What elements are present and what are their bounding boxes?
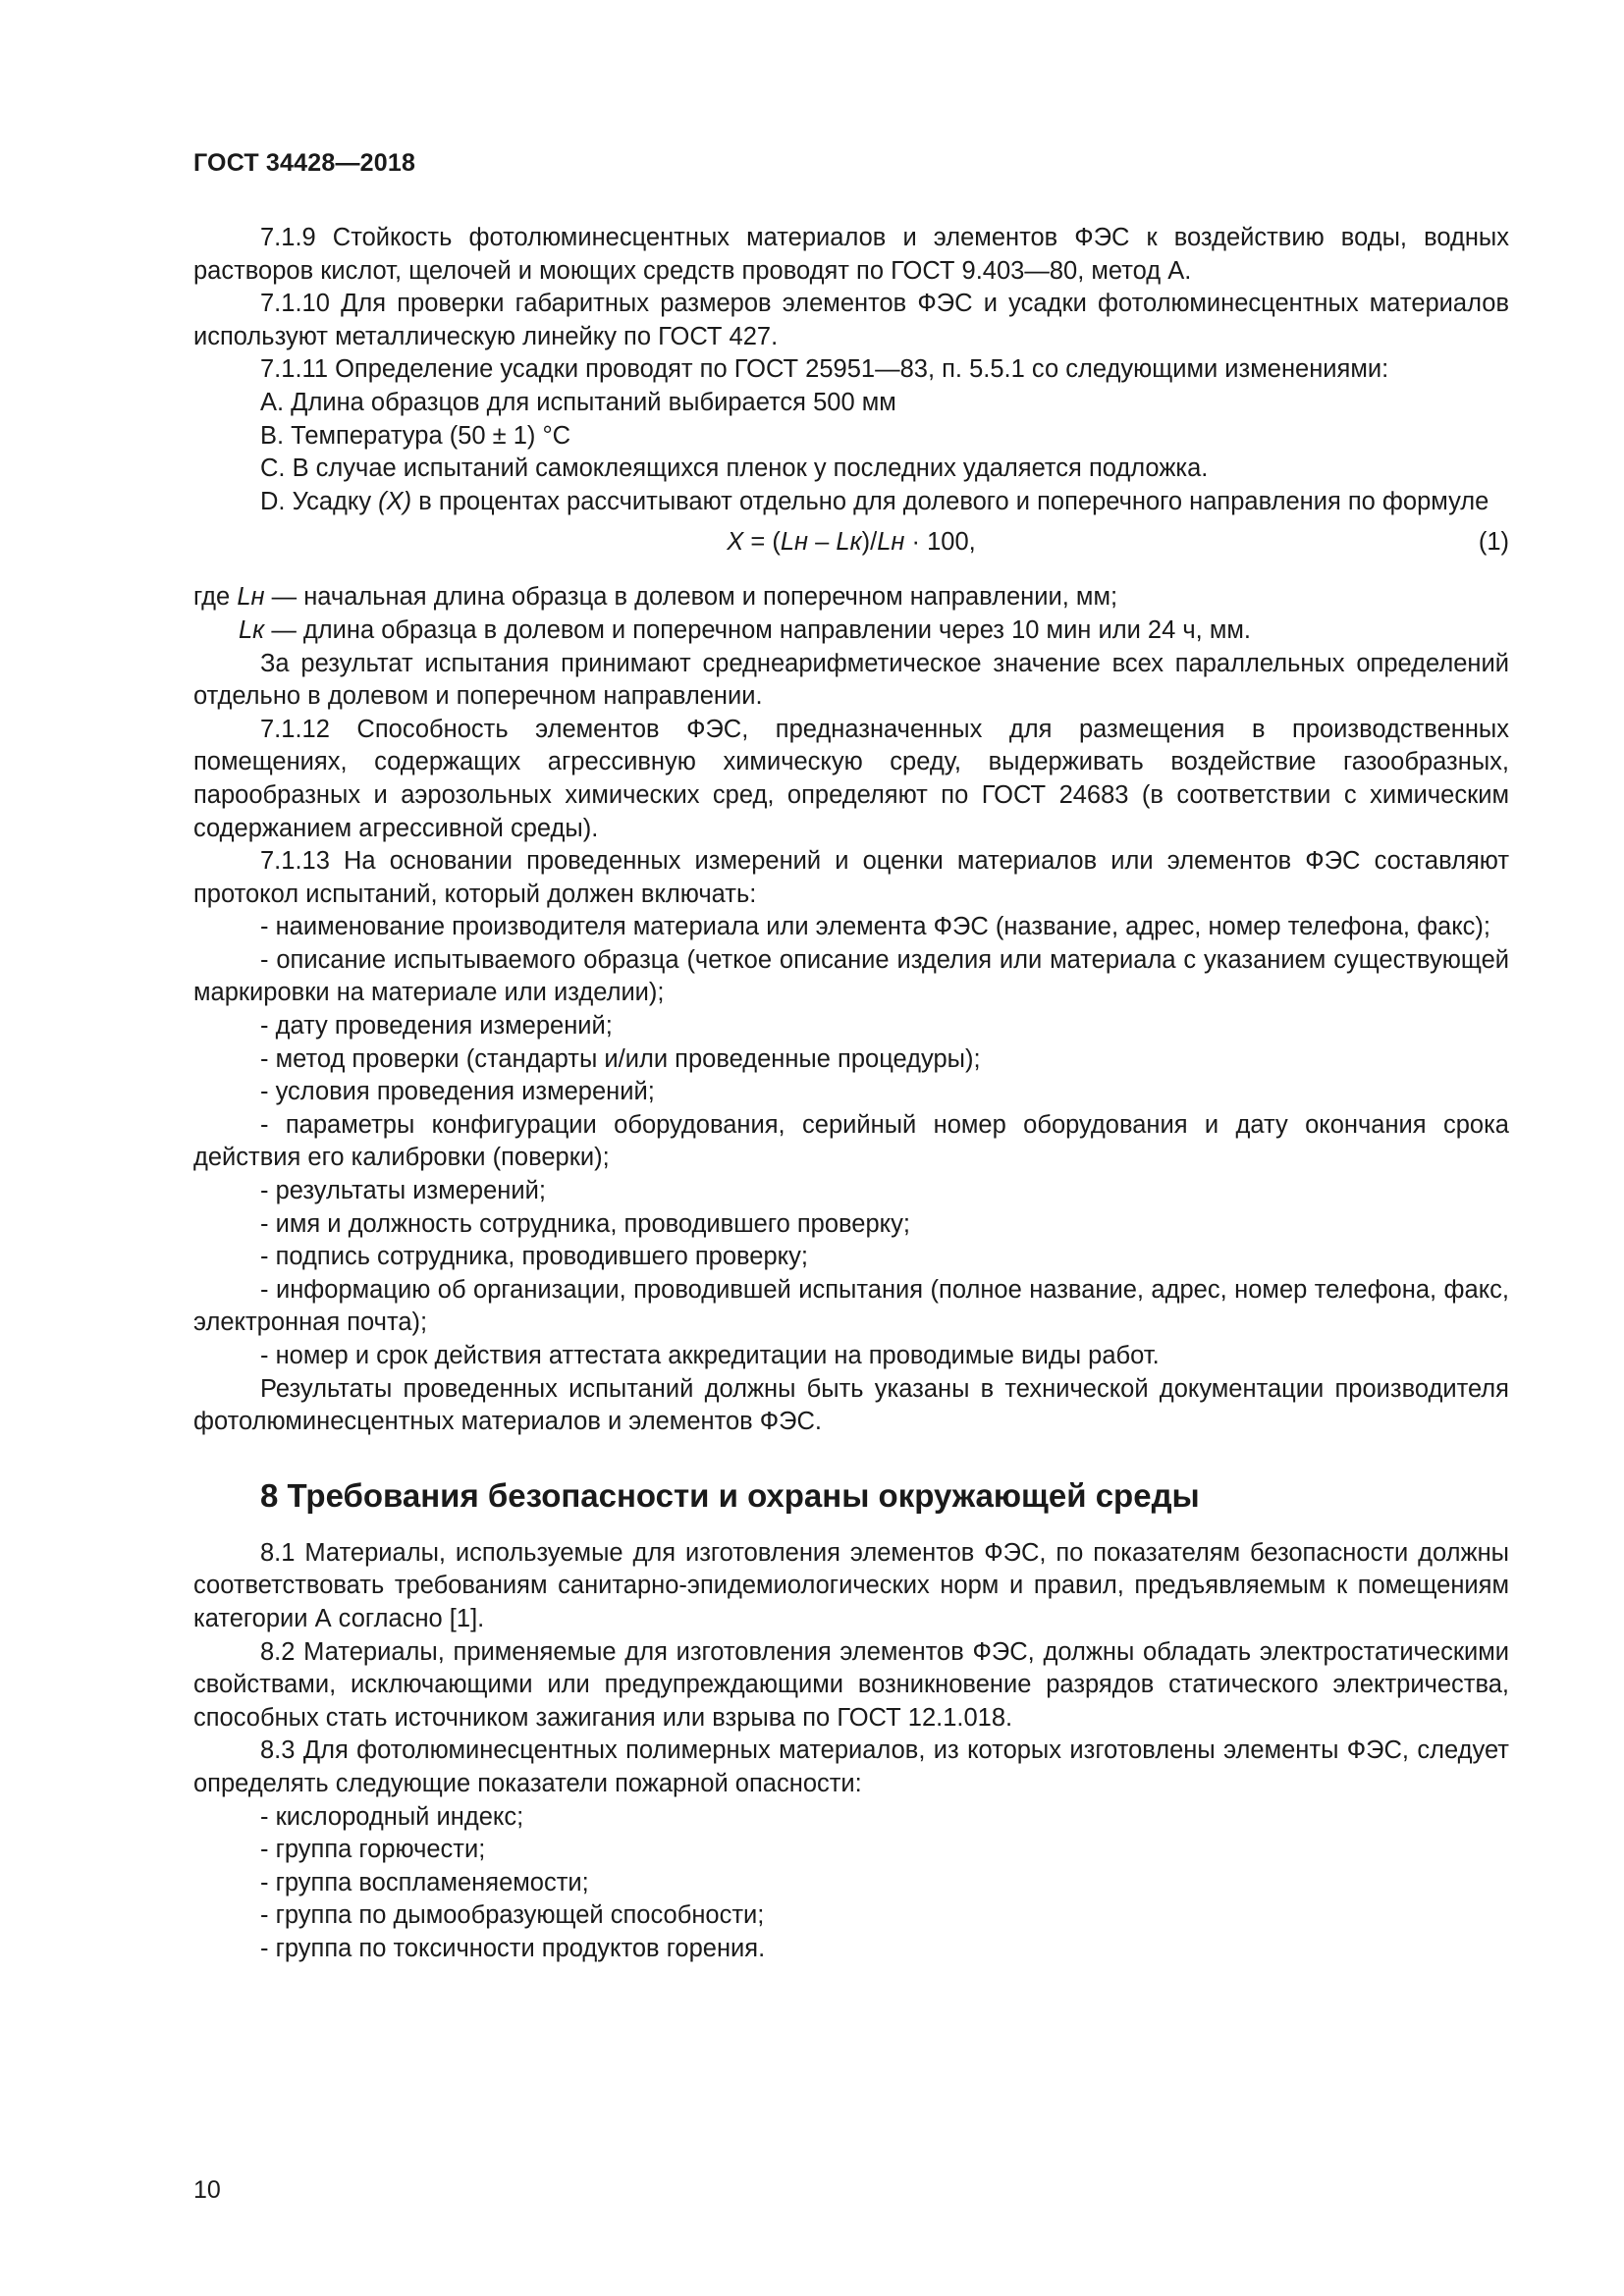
item-d-variable: (X)	[378, 487, 412, 515]
formula-expression	[193, 526, 1509, 560]
where-definition-1	[193, 581, 1509, 614]
fire-hazard-item: - кислородный индекс;	[260, 1802, 524, 1831]
protocol-item: - условия проведения измерений;	[260, 1078, 655, 1106]
paragraph-7-1-9: 7.1.9 Стойкость фотолюминесцентных материалов и элементов ФЭС к воздействию воды, водных растворов кислот, щелочей и моющих средств проводят по ГОСТ 9.403—80, метод А.	[193, 224, 1509, 285]
protocol-item: - наименование производителя материала или элемента ФЭС (название, адрес, номер телефона, факс);	[260, 913, 1491, 941]
item-d-end: в процентах рассчитывают отдельно для долевого и поперечного направления по формуле	[411, 487, 1489, 515]
protocol-item: - дату проведения измерений;	[260, 1012, 613, 1041]
document-body	[193, 222, 1509, 1966]
list-item-a: A. Длина образцов для испытаний выбирается 500 мм	[260, 388, 896, 416]
protocol-item: - результаты измерений;	[260, 1177, 546, 1205]
protocol-item: - подпись сотрудника, проводившего проверку;	[260, 1243, 808, 1271]
protocol-item: - информацию об организации, проводившей испытания (полное название, адрес, номер телефона, факс, электронная почта);	[193, 1275, 1509, 1337]
document-code-header: ГОСТ 34428—2018	[193, 149, 416, 177]
list-item-b: B. Температура (50 ± 1) °С	[260, 421, 571, 450]
formula-number: (1)	[1478, 528, 1509, 557]
paragraph-7-1-13: 7.1.13 На основании проведенных измерений и оценки материалов или элементов ФЭС составляют протокол испытаний, который должен включать:	[193, 847, 1509, 908]
item-d-start: D. Усадку	[260, 487, 379, 515]
protocol-item: - номер и срок действия аттестата аккредитации на проводимые виды работ.	[260, 1342, 1160, 1369]
where-def-lh: — начальная длина образца в долевом и поперечном направлении, мм;	[264, 583, 1118, 612]
formula-minus: –	[808, 528, 837, 557]
where-var-lh: Lн	[237, 583, 265, 612]
formula-1	[193, 522, 1509, 565]
protocol-item: - имя и должность сотрудника, проводившего проверку;	[260, 1209, 910, 1238]
fire-hazard-item: - группа воспламеняемости;	[260, 1868, 589, 1896]
where-prefix: где	[193, 583, 238, 612]
paragraph-8-2: 8.2 Материалы, применяемые для изготовления элементов ФЭС, должны обладать электростатическими свойствами, исключающими или предупреждающими возникновение разрядов статического электричества, способных стать источником зажигания или взрыва по ГОСТ 12.1.018.	[193, 1637, 1509, 1732]
paragraph-8-3: 8.3 Для фотолюминесцентных полимерных материалов, из которых изготовлены элементы ФЭС, следует определять следующие показатели пожарной опасности:	[193, 1736, 1509, 1797]
formula-x: X	[727, 528, 744, 557]
fire-hazard-item: - группа по дымообразующей способности;	[260, 1901, 765, 1930]
where-definition-2	[193, 614, 1509, 648]
paragraph-8-1: 8.1 Материалы, используемые для изготовления элементов ФЭС, по показателям безопасности должны соответствовать требованиям санитарно-эпидемиологических норм и правил, предъявляемым к помещениям категории А согласно [1].	[193, 1538, 1509, 1632]
list-item-d	[193, 486, 1509, 519]
formula-lk: Lк	[836, 528, 862, 557]
formula-eq: = (	[743, 528, 781, 557]
fire-hazard-item: - группа по токсичности продуктов горения.	[260, 1934, 766, 1962]
list-item-c: C. В случае испытаний самоклеящихся пленок у последних удаляется подложка.	[260, 454, 1209, 483]
protocol-item: - метод проверки (стандарты и/или проведенные процедуры);	[260, 1044, 981, 1073]
formula-lh-denominator: Lн	[877, 528, 905, 557]
protocol-item: - описание испытываемого образца (четкое описание изделия или материала с указанием существующей маркировки на материале или изделии);	[193, 945, 1509, 1007]
paragraph-results-documentation: Результаты проведенных испытаний должны быть указаны в технической документации производителя фотолюминесцентных материалов и элементов ФЭС.	[193, 1374, 1509, 1436]
protocol-item: - параметры конфигурации оборудования, серийный номер оборудования и дату окончания срока действия его калибровки (поверки);	[193, 1110, 1509, 1172]
paragraph-7-1-11: 7.1.11 Определение усадки проводят по ГОСТ 25951—83, п. 5.5.1 со следующими изменениями:	[260, 355, 1389, 384]
where-var-lk: Lк	[239, 615, 265, 644]
formula-tail: · 100,	[904, 528, 976, 557]
paragraph-7-1-10: 7.1.10 Для проверки габаритных размеров элементов ФЭС и усадки фотолюминесцентных материалов используют металлическую линейку по ГОСТ 427.	[193, 290, 1509, 350]
fire-hazard-item: - группа горючести;	[260, 1836, 486, 1864]
formula-slash: )/	[861, 528, 878, 557]
page-number: 10	[193, 2176, 221, 2204]
paragraph-result: За результат испытания принимают среднеарифметическое значение всех параллельных определений отдельно в долевом и поперечном направлении.	[193, 649, 1509, 711]
section-8-title: 8 Требования безопасности и охраны окружающей среды	[260, 1476, 1200, 1514]
where-def-lk: — длина образца в долевом и поперечном направлении через 10 мин или 24 ч, мм.	[264, 615, 1251, 644]
paragraph-7-1-12: 7.1.12 Способность элементов ФЭС, предназначенных для размещения в производственных помещениях, содержащих агрессивную химическую среду, выдерживать воздействие газообразных, парообразных и аэрозольных химических сред, определяют по ГОСТ 24683 (в соответствии с химическим содержанием агрессивной среды).	[193, 715, 1509, 842]
formula-lh: Lн	[780, 528, 809, 557]
